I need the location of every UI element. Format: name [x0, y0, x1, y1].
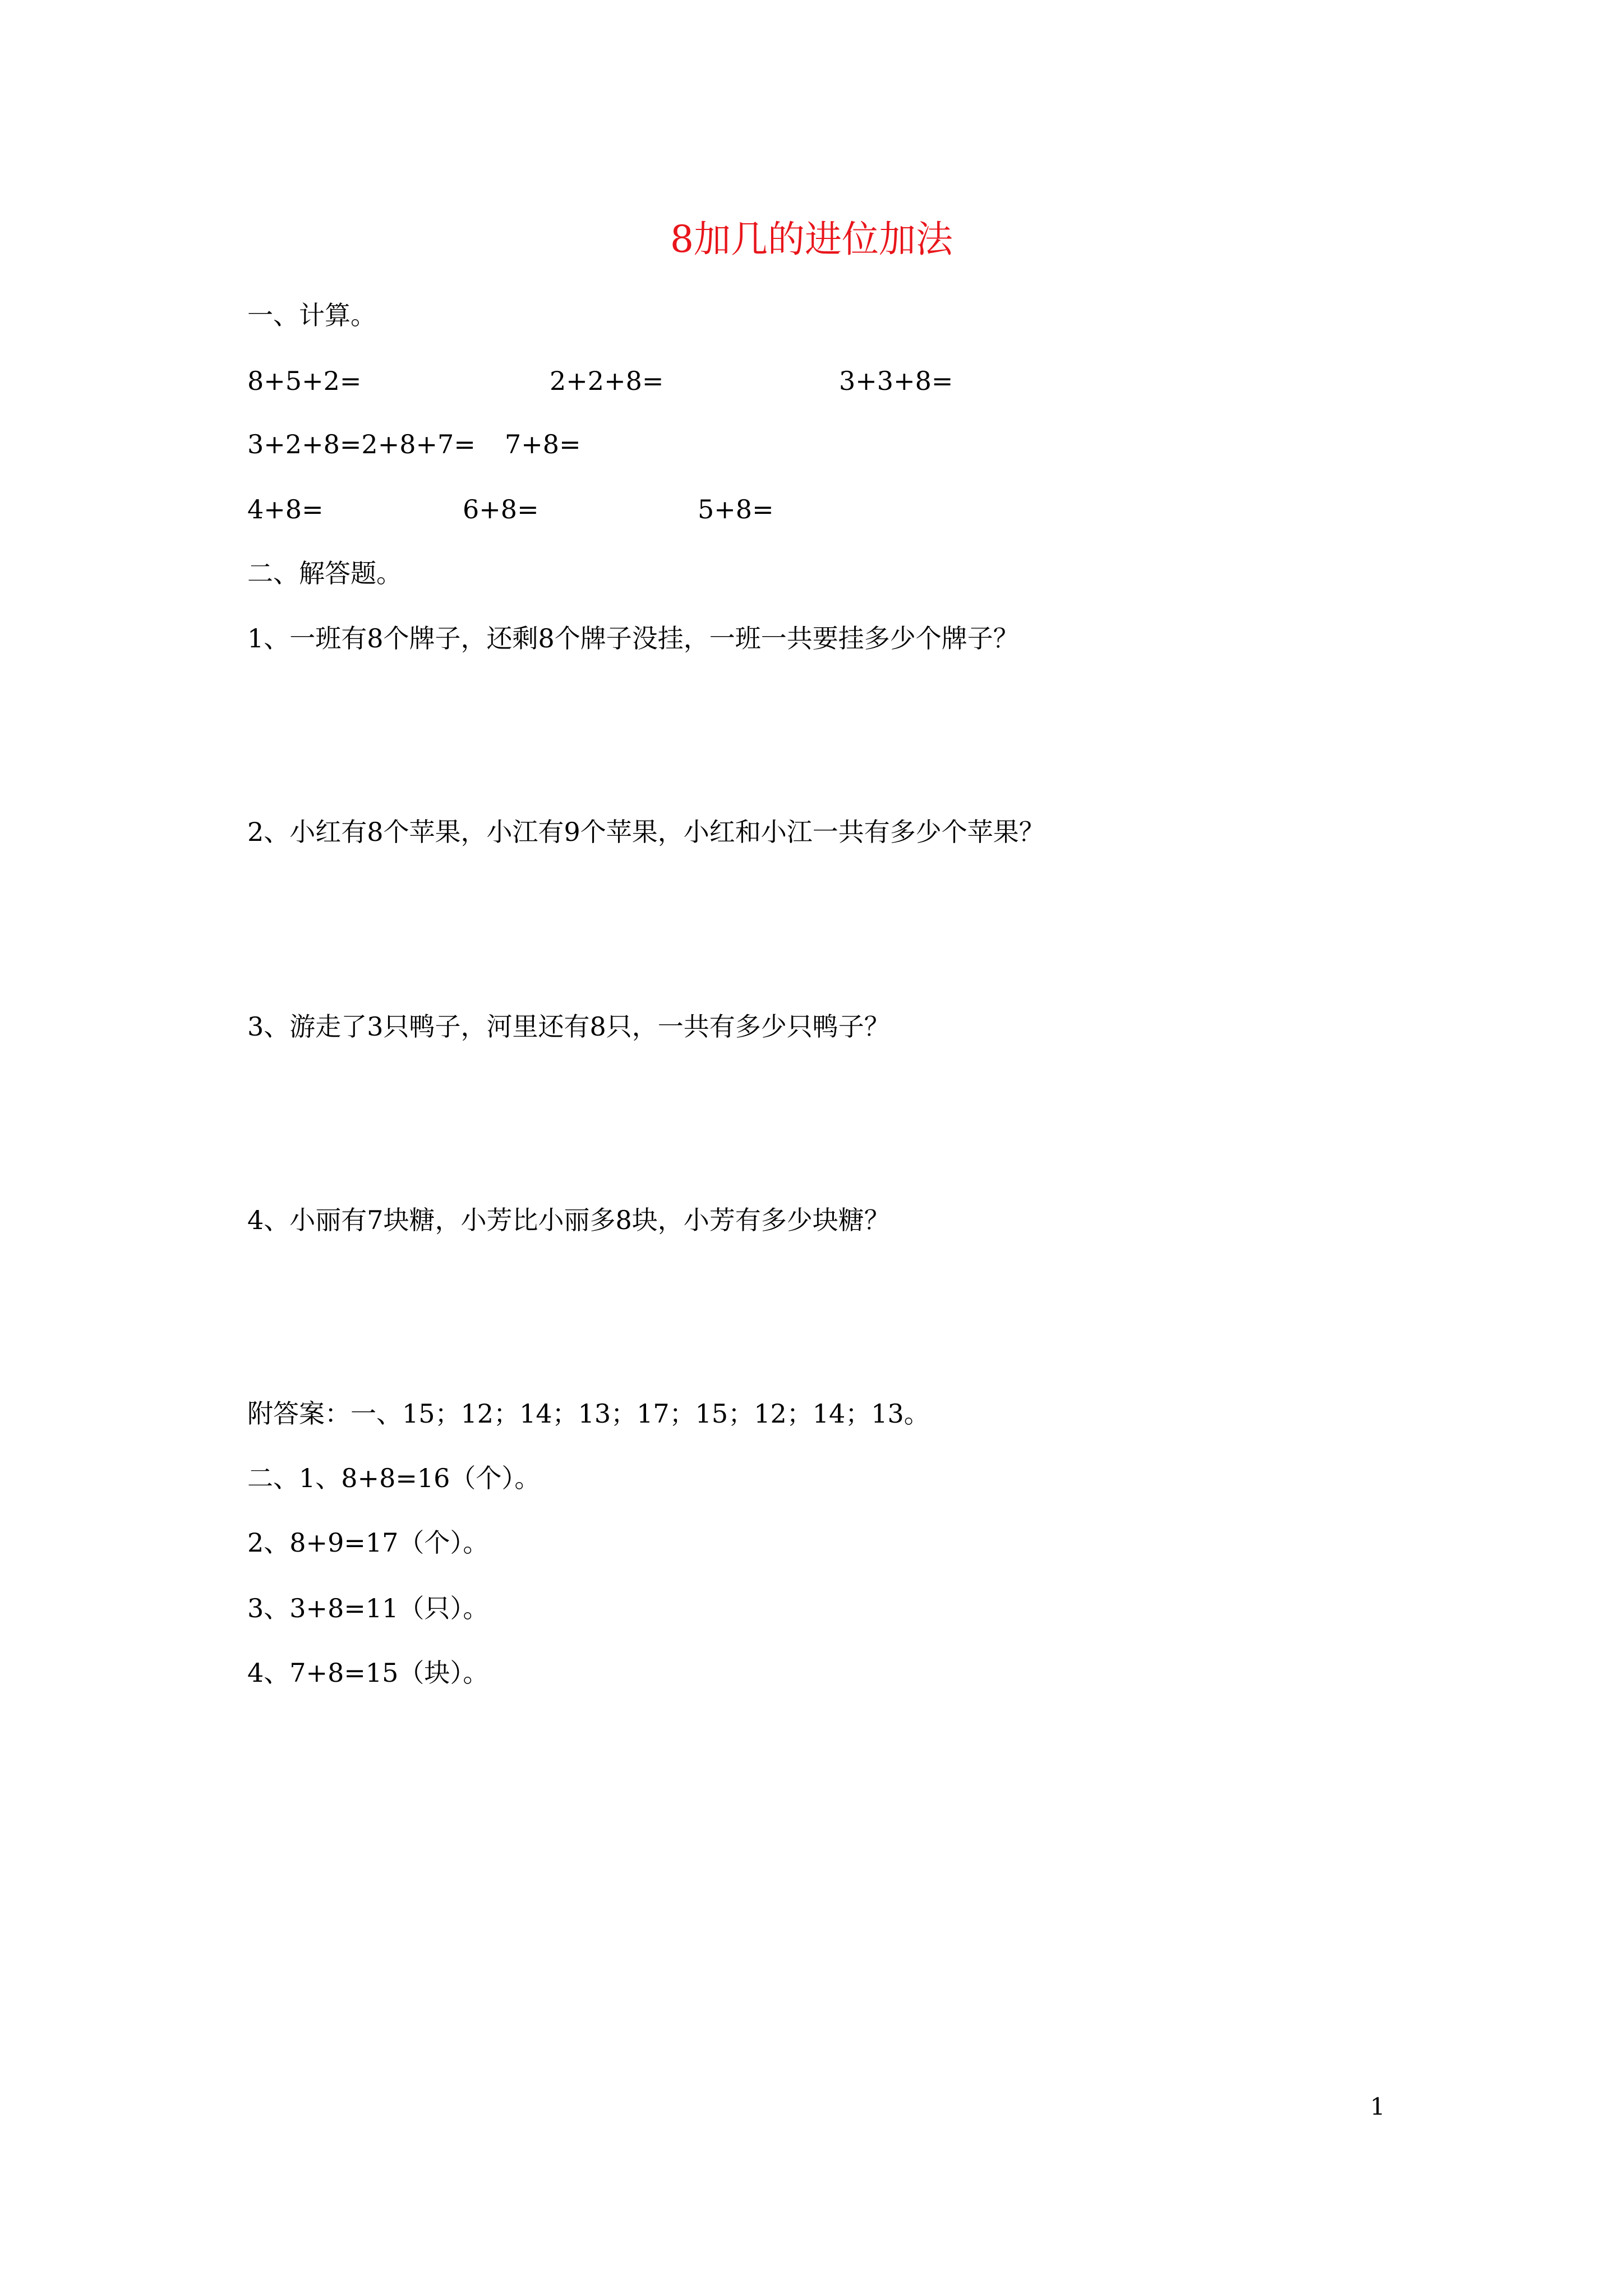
- calc-item: 8+5+2=: [247, 366, 362, 396]
- word-problem: 3、游走了3只鸭子，河里还有8只，一共有多少只鸭子？: [247, 1011, 890, 1042]
- answer-line: 3、3+8=11（只）。: [247, 1593, 489, 1623]
- calc-item: 4+8=: [247, 494, 324, 524]
- page-number: 1: [1370, 2093, 1385, 2120]
- section-heading-word-problems: 二、解答题。: [247, 558, 402, 588]
- section-heading-calculation: 一、计算。: [247, 300, 376, 330]
- answer-line: 附答案：一、15；12；14；13；17；15；12；14；13。: [247, 1398, 930, 1429]
- calc-item: 2+2+8=: [550, 366, 664, 396]
- word-problem: 1、一班有8个牌子，还剩8个牌子没挂，一班一共要挂多少个牌子？: [247, 623, 1019, 654]
- answer-line: 2、8+9=17（个）。: [247, 1527, 489, 1558]
- answer-line: 二、1、8+8=16（个）。: [247, 1463, 541, 1493]
- calc-item: 5+8=: [698, 494, 774, 524]
- calc-item: 3+2+8=2+8+7=: [247, 429, 476, 459]
- calc-item: 3+3+8=: [839, 366, 953, 396]
- word-problem: 2、小红有8个苹果，小江有9个苹果，小红和小江一共有多少个苹果？: [247, 817, 1045, 847]
- word-problem: 4、小丽有7块糖，小芳比小丽多8块，小芳有多少块糖？: [247, 1205, 890, 1235]
- calc-item: 7+8=: [505, 429, 581, 459]
- answer-line: 4、7+8=15（块）。: [247, 1658, 489, 1688]
- calc-item: 6+8=: [463, 494, 539, 524]
- page-title: 8加几的进位加法: [670, 218, 953, 261]
